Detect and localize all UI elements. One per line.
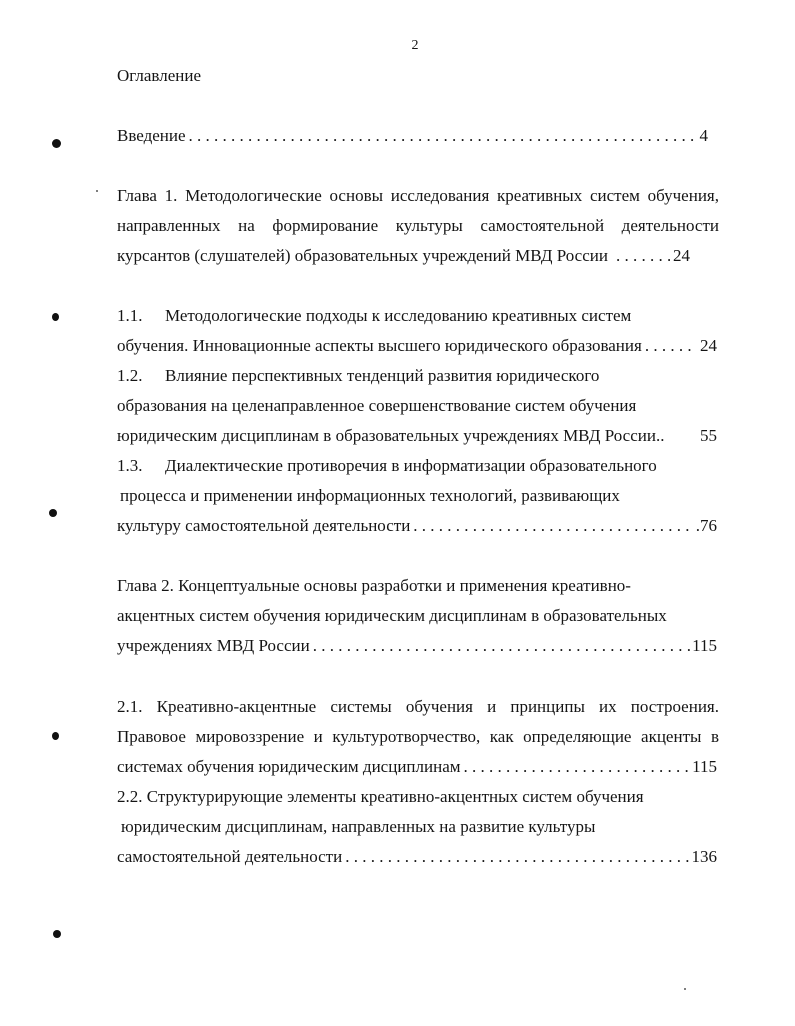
- toc-section-1-3-line-1: [117, 456, 657, 476]
- toc-entry-page: 4: [699, 126, 708, 145]
- toc-section-title: Диалектические противоречия в информатизации образовательного: [165, 456, 657, 475]
- toc-section-2-1-line-2: Правовое мировоззрение и культуротворчество, как определяющие акценты в: [117, 727, 719, 746]
- dot-leader: [345, 847, 688, 867]
- toc-section-2-2-line-3: [117, 847, 719, 867]
- toc-section-number: 1.2.: [117, 366, 143, 385]
- binding-hole-mark: [52, 732, 59, 740]
- dot-leader: [313, 636, 692, 656]
- dot-leader: [189, 126, 697, 146]
- toc-chapter-1-line-2: направленных на формирование культуры самостоятельной деятельности: [117, 216, 719, 235]
- toc-entry-page: 24: [700, 336, 717, 355]
- toc-heading: Оглавление: [117, 66, 201, 85]
- binding-hole-mark: [49, 509, 57, 517]
- toc-entry-page: 115: [692, 636, 717, 655]
- toc-section-2-1-line-1: 2.1. Креативно-акцентные системы обучения и принципы их построения.: [117, 697, 719, 716]
- page-number: 2: [411, 38, 419, 53]
- binding-hole-mark: [52, 139, 61, 148]
- dot-leader: [616, 246, 670, 266]
- toc-entry-page: 24: [672, 246, 690, 265]
- toc-entry-label: учреждениях МВД России: [117, 636, 310, 655]
- toc-section-1-2-line-1: [117, 366, 599, 386]
- binding-hole-mark: [52, 313, 59, 321]
- toc-chapter-2-line-2: акцентных систем обучения юридическим дисциплинам в образовательных: [117, 606, 667, 625]
- toc-section-number: 1.3.: [117, 456, 143, 475]
- scan-speck: [96, 190, 98, 192]
- toc-section-1-3-line-2: процесса и применении информационных технологий, развивающих: [120, 486, 620, 505]
- toc-section-2-2-line-1: 2.2. Структурирующие элементы креативно-акцентных систем обучения: [117, 787, 644, 806]
- toc-entry-label: обучения. Инновационные аспекты высшего юридического образования: [117, 336, 642, 355]
- toc-section-2-1-line-3: [117, 757, 719, 777]
- toc-entry-label: культуру самостоятельной деятельности: [117, 516, 411, 535]
- toc-section-1-3-line-3: [117, 516, 719, 536]
- toc-entry-label: системах обучения юридическим дисциплинам: [117, 757, 461, 776]
- toc-entry-page: 136: [691, 847, 717, 866]
- toc-section-1-1-line-2: [117, 336, 719, 356]
- toc-entry-page: .76: [695, 516, 717, 535]
- toc-section-1-2-line-3: [117, 426, 719, 446]
- toc-chapter-1-line-1: Глава 1. Методологические основы исследования креативных систем обучения,: [117, 186, 719, 205]
- toc-chapter-2-line-3: [117, 636, 719, 656]
- dot-leader: [645, 336, 697, 356]
- binding-hole-mark: [53, 930, 61, 938]
- toc-section-1-1-line-1: [117, 306, 631, 326]
- toc-entry-label: юридическим дисциплинам в образовательных учреждениях МВД России..: [117, 426, 665, 445]
- toc-chapter-2-line-1: Глава 2. Концептуальные основы разработки и применения креативно-: [117, 576, 631, 595]
- toc-section-title: Влияние перспективных тенденций развития юридического: [165, 366, 600, 385]
- toc-entry-label: курсантов (слушателей) образовательных учреждений МВД России: [117, 246, 608, 265]
- toc-section-2-2-line-2: юридическим дисциплинам, направленных на развитие культуры: [121, 817, 596, 836]
- dot-leader: [413, 516, 692, 536]
- dot-leader: [464, 757, 690, 777]
- toc-entry-page: 55: [700, 426, 717, 445]
- toc-entry-page: 115: [692, 757, 717, 776]
- toc-section-title: Методологические подходы к исследованию креативных систем: [165, 306, 632, 325]
- scan-speck: [684, 988, 686, 990]
- toc-chapter-1-line-3: [117, 246, 719, 266]
- toc-section-number: 1.1.: [117, 306, 143, 325]
- toc-entry-introduction: [117, 126, 719, 146]
- toc-section-1-2-line-2: образования на целенаправленное совершенствование систем обучения: [117, 396, 637, 415]
- toc-entry-label: Введение: [117, 126, 186, 145]
- toc-entry-label: самостоятельной деятельности: [117, 847, 343, 866]
